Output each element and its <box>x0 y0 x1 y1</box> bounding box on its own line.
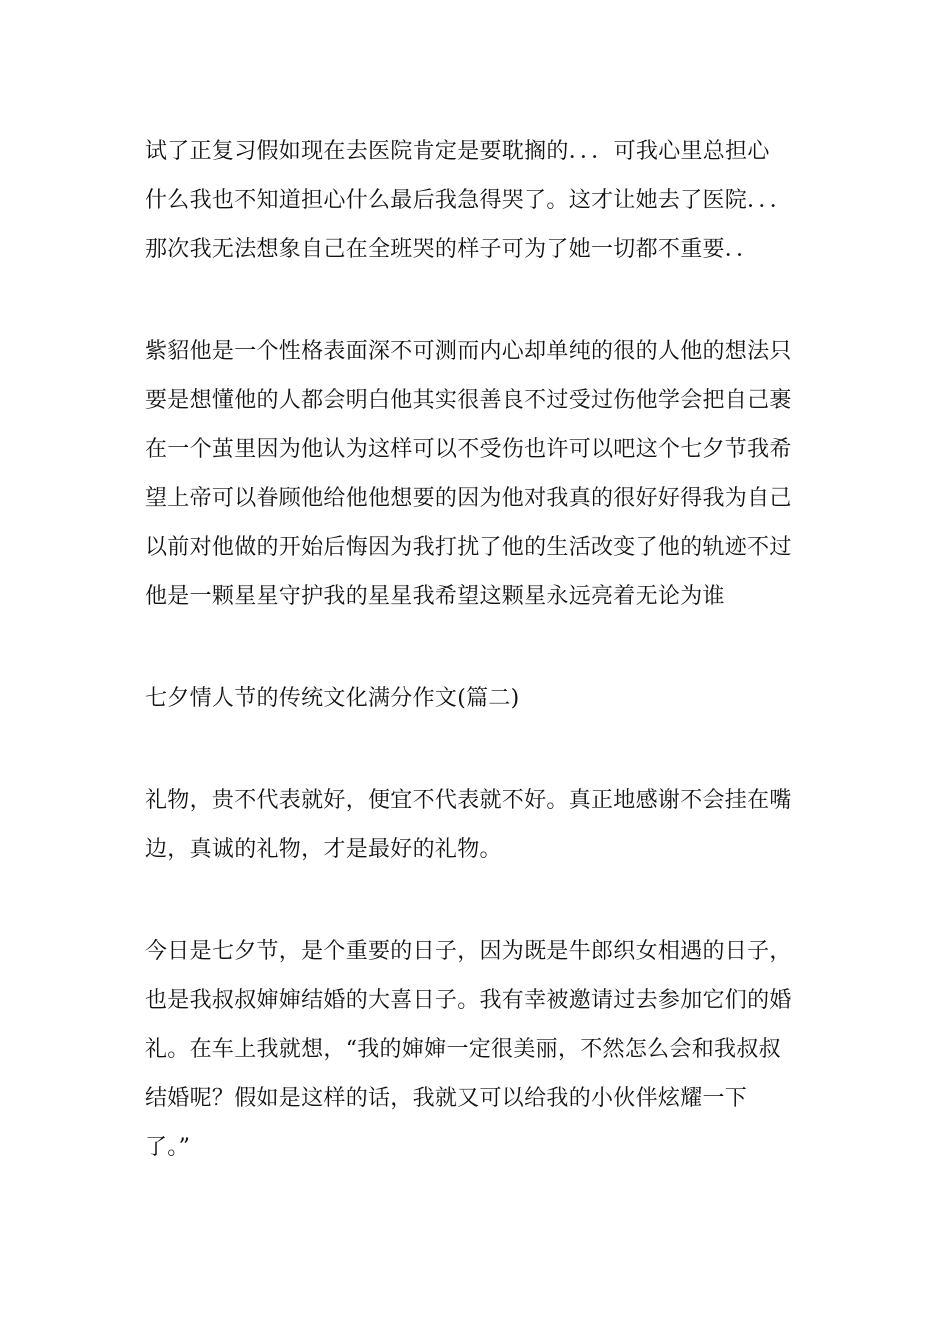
text-line: 了。” <box>145 1135 191 1160</box>
text-line: 那次我无法想象自己在全班哭的样子可为了她一切都不重要．． <box>145 237 759 262</box>
text-line: 试了正复习假如现在去医院肯定是要耽搁的．．．可我心里总担心 <box>145 139 770 164</box>
text-line: 望上帝可以眷顾他给他他想要的因为他对我真的很好好得我为自己 <box>145 486 792 511</box>
text-line: 要是想懂他的人都会明白他其实很善良不过受过伤他学会把自己裹 <box>145 388 792 413</box>
text-line: 礼物，贵不代表就好，便宜不代表就不好。真正地感谢不会挂在嘴 <box>145 788 792 813</box>
text-line: 边，真诚的礼物，才是最好的礼物。 <box>145 837 502 862</box>
text-line: 礼。在车上我就想，“我的婶婶一定很美丽，不然怎么会和我叔叔 <box>145 1037 781 1062</box>
text-line: 他是一颗星星守护我的星星我希望这颗星永远亮着无论为谁 <box>145 584 725 609</box>
text-line: 在一个茧里因为他认为这样可以不受伤也许可以吧这个七夕节我希 <box>145 437 792 462</box>
text-line: 紫貂他是一个性格表面深不可测而内心却单纯的很的人他的想法只 <box>145 339 792 364</box>
text-line: 以前对他做的开始后悔因为我打扰了他的生活改变了他的轨迹不过 <box>145 535 792 560</box>
heading-line: 七夕情人节的传统文化满分作文(篇二) <box>145 686 520 711</box>
text-line: 什么我也不知道担心什么最后我急得哭了。这才让她去了医院．．． <box>145 188 793 213</box>
text-line: 也是我叔叔婶婶结婚的大喜日子。我有幸被邀请过去参加它们的婚 <box>145 988 792 1013</box>
text-line: 今日是七夕节，是个重要的日子，因为既是牛郎织女相遇的日子， <box>145 939 792 964</box>
text-line: 结婚呢？假如是这样的话，我就又可以给我的小伙伴炫耀一下 <box>145 1086 748 1111</box>
